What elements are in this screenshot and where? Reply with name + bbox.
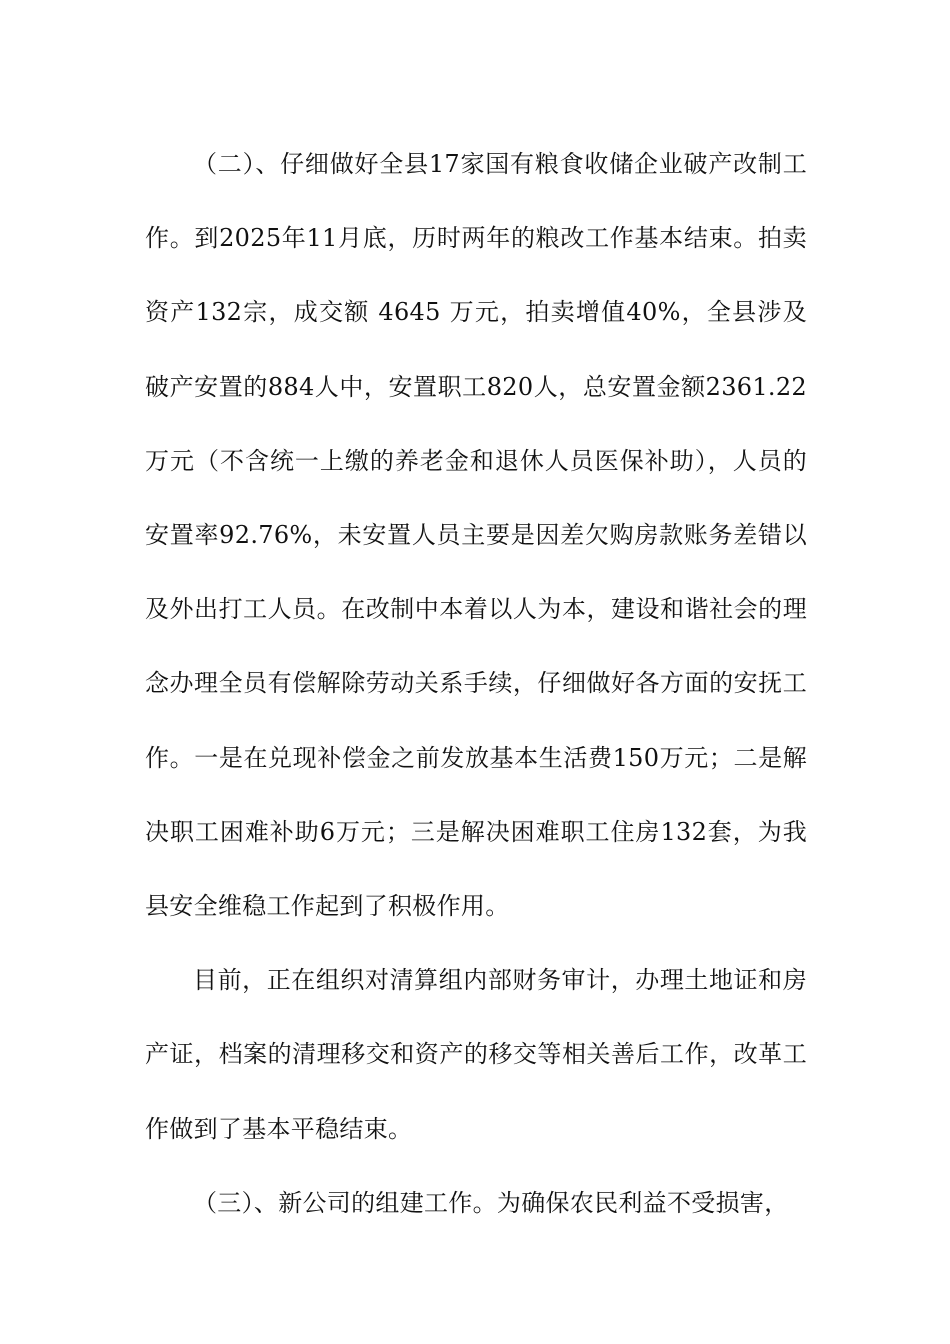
paragraph-grain-enterprise-restructuring: （二）、仔细做好全县17家国有粮食收储企业破产改制工作。到2025年11月底，历时两年的粮改工作基本结束。拍卖资产132宗，成交额 4645 万元，拍卖增值40%，全县涉及破产安置的884人中，安置职工820人，总安置金额2361.22万元（不含统一上缴的养老金和退休人员医保补助），人员的安置率92.76%，未安置人员主要是因差欠购房款账务差错以及外出打工人员。在改制中本着以人为本，建设和谐社会的理念办理全员有偿解除劳动关系手续，仔细做好各方面的安抚工作。一是在兑现补偿金之前发放基本生活费150万元；二是解决职工困难补助6万元；三是解决困难职工住房132套，为我县安全维稳工作起到了积极作用。 [145, 150, 807, 921]
paragraph-current-audit-work: 目前，正在组织对清算组内部财务审计，办理土地证和房产证，档案的清理移交和资产的移交等相关善后工作，改革工作做到了基本平稳结束。 [145, 966, 807, 1143]
paragraph-new-company-formation: （三）、新公司的组建工作。为确保农民利益不受损害， [193, 1188, 789, 1217]
document-body [145, 127, 807, 1240]
